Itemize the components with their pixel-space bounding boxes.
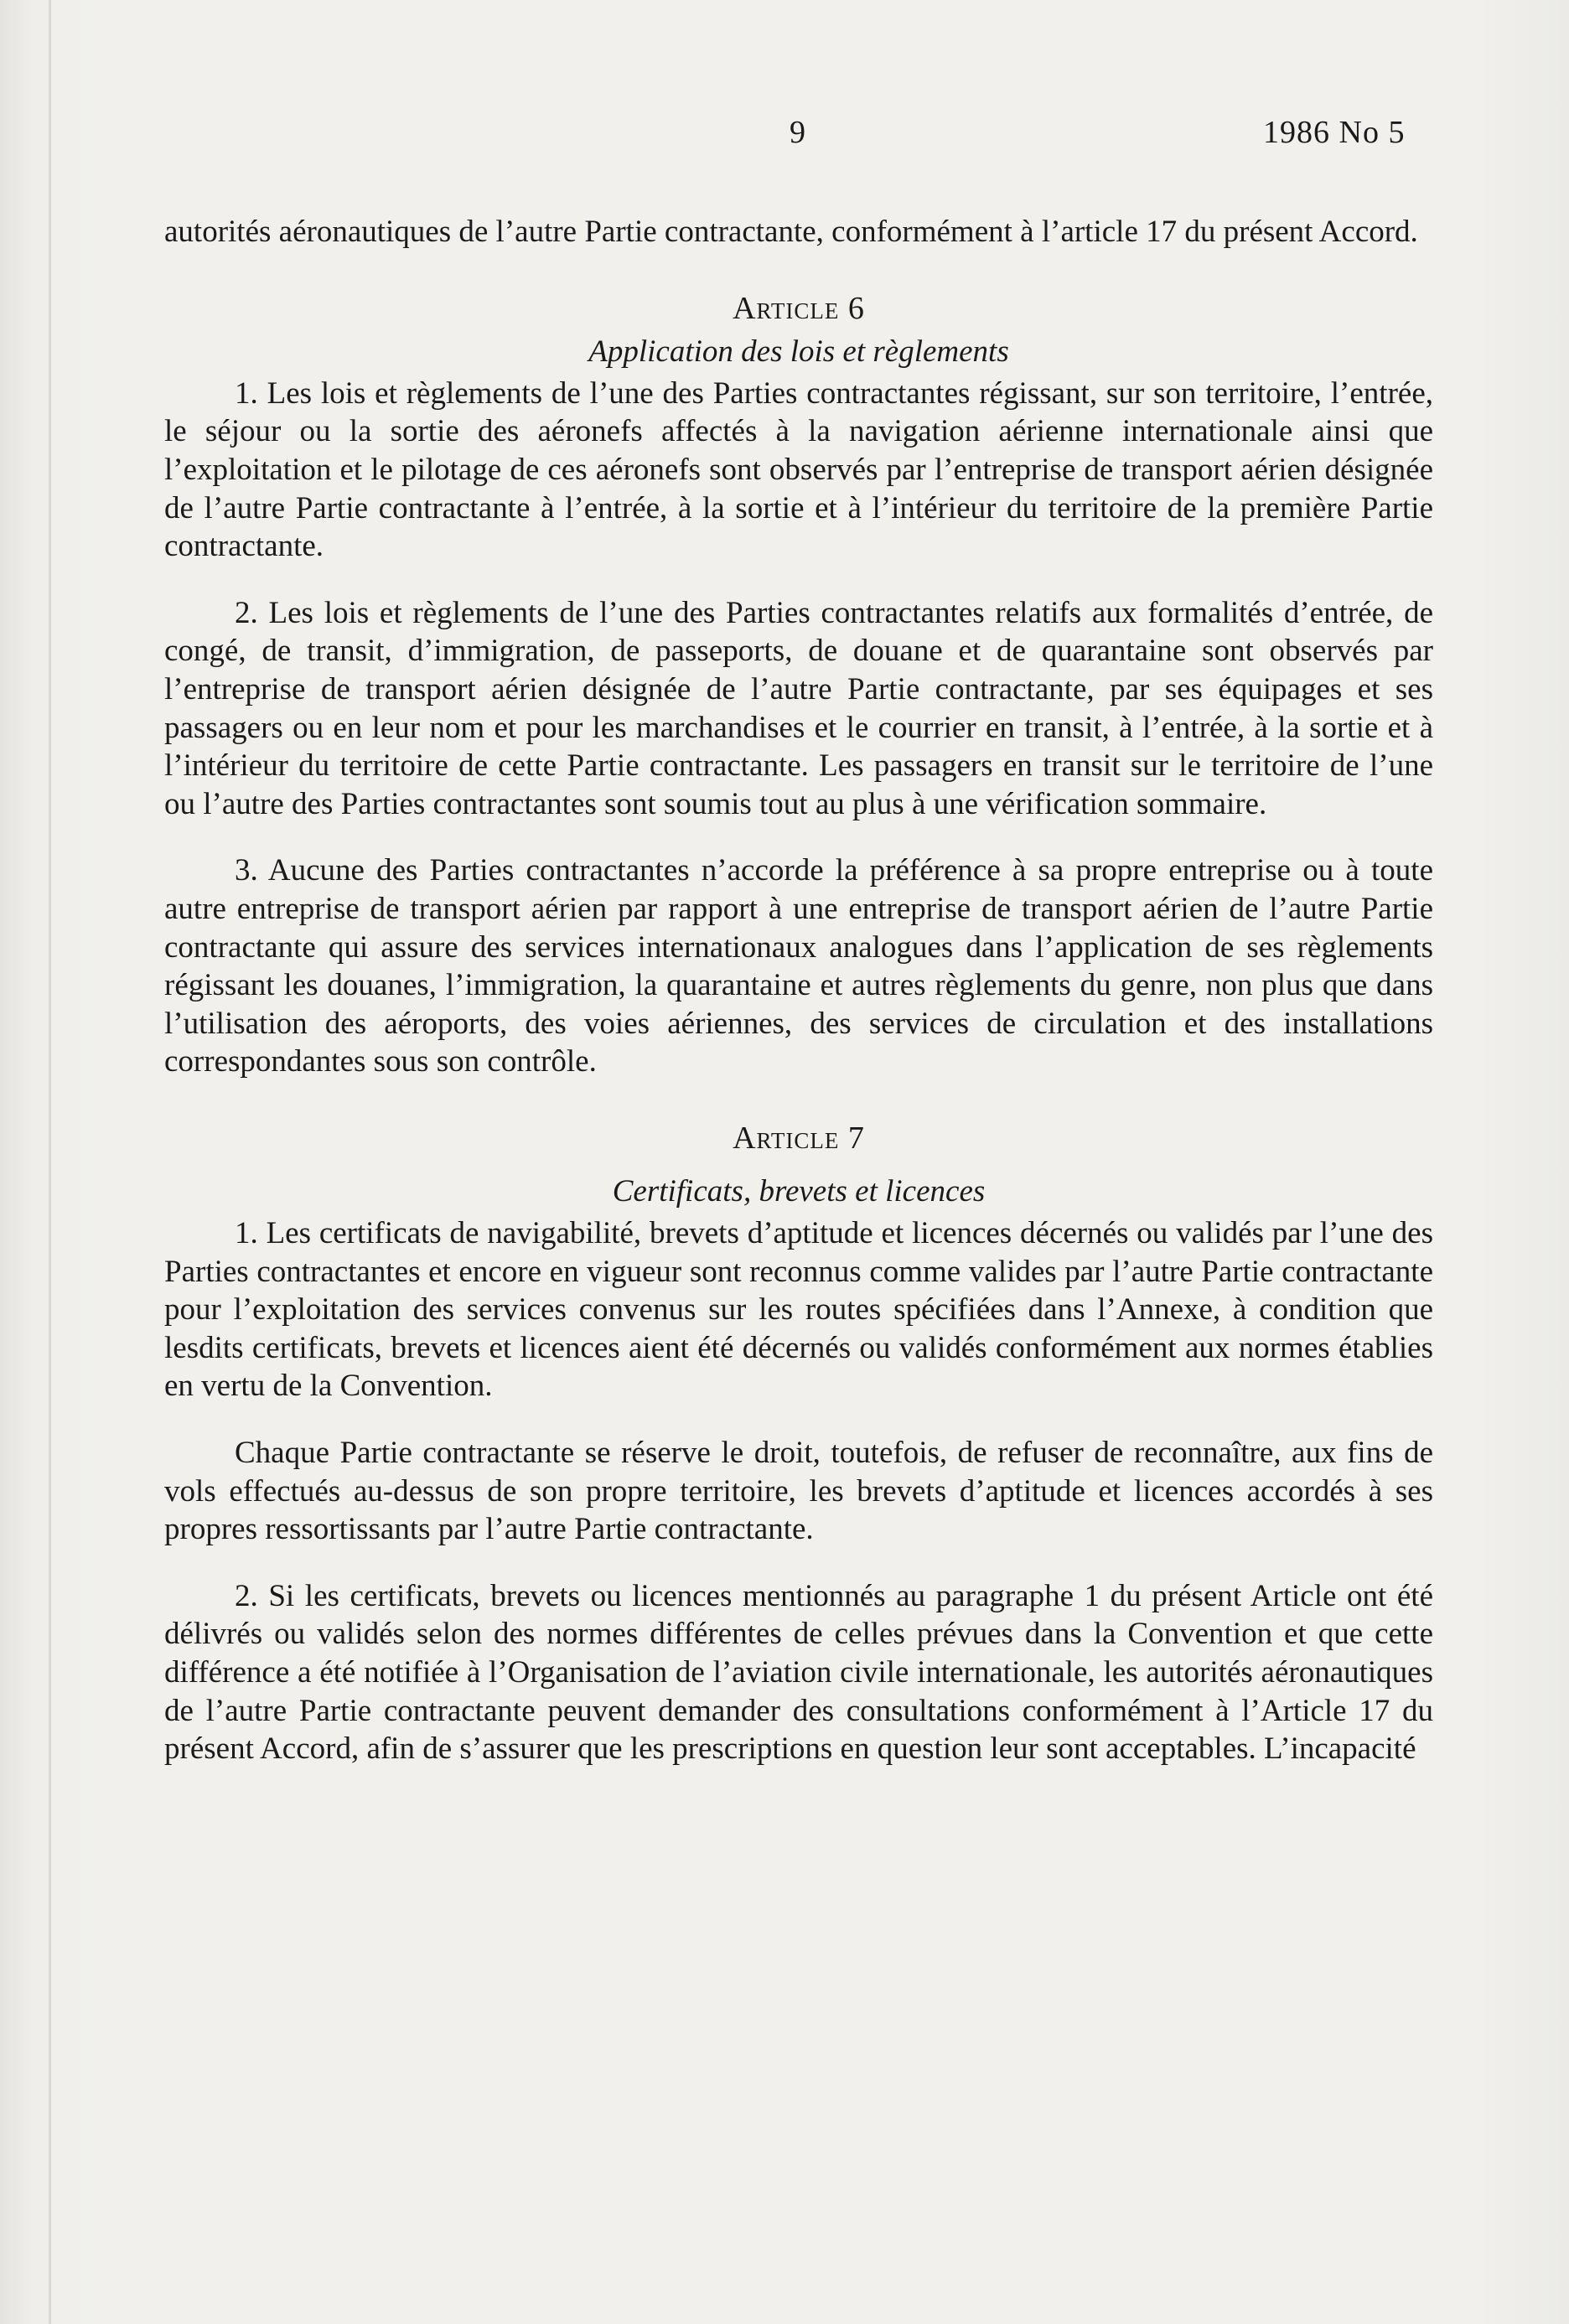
paragraph: 3. Aucune des Parties contractantes n’accorde la préférence à sa propre entreprise ou à toute autre entreprise de transport aérien par rapport à une entreprise de transport aérien de l’autre Partie contractante qui assure des services internationaux analogues dans l’application de ses règlements régissant les douanes, l’immigration, la quarantaine et autres règlements du genre, non plus que dans l’utilisation des aéroports, des voies aériennes, des services de circulation et des installations correspondantes sous son contrôle. bbox=[164, 853, 1433, 1079]
article-title: Application des lois et règlements bbox=[588, 334, 1009, 370]
paragraph: 1. Les certificats de navigabilité, brevets d’aptitude et licences décernés ou validés par l’une des Parties contractantes et encore en vigueur sont reconnus comme valides par l’autre Partie contractante pour l’exploitation des services convenus sur les routes spécifiées dans l’Annexe, à condition que lesdits certificats, brevets et licences aient été décernés ou validés conformément aux normes établies en vertu de la Convention. bbox=[164, 1216, 1433, 1404]
article-heading: Article 7 bbox=[733, 1120, 865, 1156]
paragraph: Chaque Partie contractante se réserve le droit, toutefois, de refuser de reconnaître, aux fins de vols effectués au-dessus de son propre territoire, les brevets d’aptitude et licences accordés à ses propres ressortissants par l’autre Partie contractante. bbox=[164, 1436, 1433, 1547]
binding-spine bbox=[49, 0, 51, 2324]
page-number: 9 bbox=[790, 115, 805, 150]
article-title: Certificats, brevets et licences bbox=[612, 1174, 986, 1209]
paragraph: autorités aéronautiques de l’autre Partie contractante, conformément à l’article 17 du présent Accord. bbox=[164, 215, 1418, 249]
treaty-year-number: 1986 No 5 bbox=[1263, 115, 1406, 150]
paragraph: 1. Les lois et règlements de l’une des Parties contractantes régissant, sur son territoire, l’entrée, le séjour ou la sortie des aéronefs affectés à la navigation aérienne internationale ainsi que l’exploitation et le pilotage de ces aéronefs sont observés par l’entreprise de transport aérien désignée de l’autre Partie contractante à l’entrée, à la sortie et à l’intérieur du territoire de la première Partie contractante. bbox=[164, 375, 1433, 564]
paragraph: 2. Les lois et règlements de l’une des Parties contractantes relatifs aux formalités d’entrée, de congé, de transit, d’immigration, de passeports, de douane et de quarantaine sont observés par l’entreprise de transport aérien désignée de l’autre Partie contractante, par ses équipages et ses passagers ou en leur nom et pour les marchandises et le courrier en transit, à l’entrée, à la sortie et à l’intérieur du territoire de cette Partie contractante. Les passagers en transit sur le territoire de l’une ou l’autre des Parties contractantes sont soumis tout au plus à une vérification sommaire. bbox=[164, 595, 1433, 821]
page-header bbox=[0, 114, 1569, 156]
article-heading: Article 6 bbox=[733, 290, 865, 326]
paragraph: 2. Si les certificats, brevets ou licences mentionnés au paragraphe 1 du présent Article ont été délivrés ou validés selon des normes différentes de celles prévues dans la Convention et que cette différence a été notifiée à l’Organisation de l’aviation civile internationale, les autorités aéronautiques de l’autre Partie contractante peuvent demander des consultations conformément à l’Article 17 du présent Accord, afin de s’assurer que les prescriptions en question leur sont acceptables. L’incapacité bbox=[164, 1578, 1433, 1767]
document-body bbox=[164, 213, 1433, 1768]
